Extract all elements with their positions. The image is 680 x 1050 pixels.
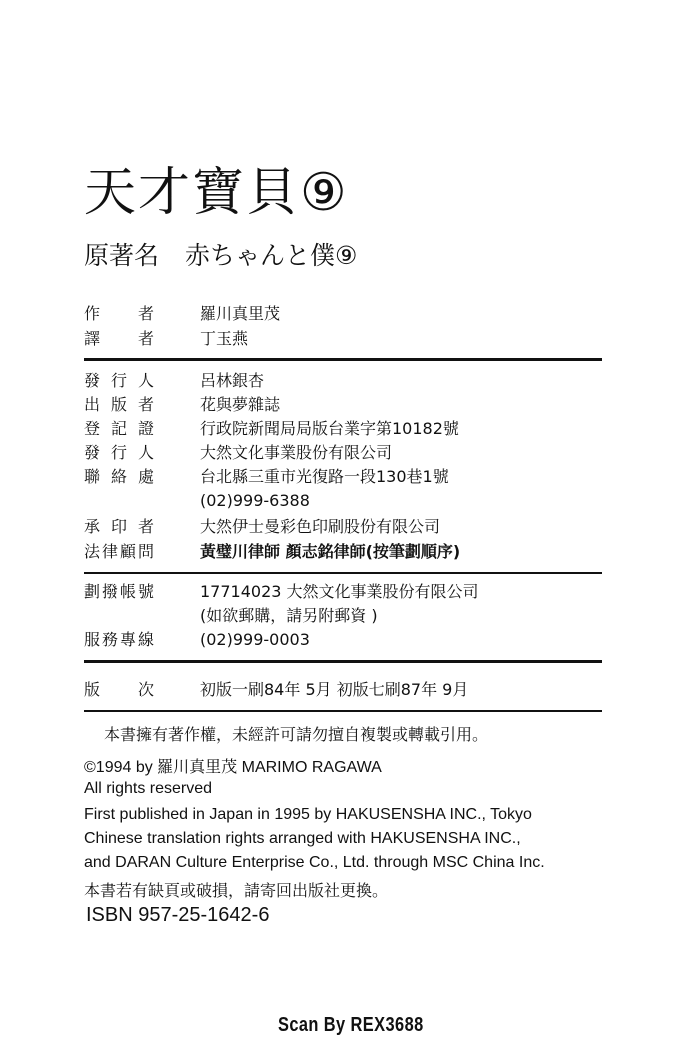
pub-row bbox=[84, 417, 459, 441]
payment-value: (02)999-0003 bbox=[200, 630, 310, 649]
pub-row bbox=[84, 515, 441, 539]
pub-row bbox=[84, 540, 461, 564]
payment-label: 劃撥帳號 bbox=[84, 582, 154, 601]
pub-value: 台北縣三重市光復路一段130巷1號 bbox=[200, 467, 449, 486]
pub-value: 大然伊士曼彩色印刷股份有限公司 bbox=[200, 517, 441, 536]
divider bbox=[84, 572, 602, 574]
original-title-label: 原著名 bbox=[84, 241, 160, 270]
credit-label: 作 者 bbox=[84, 304, 154, 323]
credit-value: 羅川真里茂 bbox=[200, 304, 281, 323]
credit-row-translator bbox=[84, 327, 249, 351]
pub-row bbox=[84, 465, 449, 489]
payment-label: 服務專線 bbox=[84, 630, 154, 649]
credit-value: 丁玉燕 bbox=[200, 329, 249, 348]
copyright-line: ©1994 by 羅川真里茂 MARIMO RAGAWA bbox=[84, 759, 382, 776]
pub-value: 花與夢雜誌 bbox=[200, 395, 281, 414]
divider bbox=[84, 358, 602, 361]
edition-label: 版 次 bbox=[84, 680, 154, 699]
edition-row bbox=[84, 678, 469, 702]
pub-label: 承印者 bbox=[84, 517, 154, 536]
pub-value: 大然文化事業股份有限公司 bbox=[200, 443, 393, 462]
pub-label: 發行人 bbox=[84, 371, 154, 390]
pub-label: 發行人 bbox=[84, 443, 154, 462]
payment-value: (如欲郵購，請另附郵資 ) bbox=[200, 606, 378, 625]
payment-row bbox=[84, 580, 479, 604]
original-title-line bbox=[84, 236, 357, 272]
payment-value: 17714023 大然文化事業股份有限公司 bbox=[200, 582, 479, 601]
translation-line: Chinese translation rights arranged with HAKUSENSHA INC., bbox=[84, 830, 521, 847]
payment-row bbox=[84, 628, 310, 652]
copyright-notice: 本書擁有著作權，未經許可請勿擅自複製或轉載引用。 bbox=[104, 725, 489, 744]
book-title: 天才寶貝⑨ bbox=[84, 163, 349, 223]
original-title: 赤ちゃんと僕⑨ bbox=[185, 241, 358, 270]
scan-credit: Scan By REX3688 bbox=[278, 1014, 424, 1036]
payment-row bbox=[84, 604, 378, 628]
pub-label: 法律顧問 bbox=[84, 542, 154, 561]
credit-label: 譯 者 bbox=[84, 329, 154, 348]
rights-line: All rights reserved bbox=[84, 780, 213, 797]
defect-notice: 本書若有缺頁或破損，請寄回出版社更換。 bbox=[84, 883, 389, 900]
pub-value: (02)999-6388 bbox=[200, 491, 310, 510]
pub-row bbox=[84, 369, 265, 393]
pub-row bbox=[84, 489, 310, 513]
pub-label: 出版者 bbox=[84, 395, 154, 414]
pub-value: 呂林銀杏 bbox=[200, 371, 265, 390]
pub-row bbox=[84, 441, 393, 465]
pub-value: 黃璧川律師 顏志銘律師(按筆劃順序) bbox=[200, 542, 461, 561]
credit-row-author bbox=[84, 302, 281, 326]
divider bbox=[84, 710, 602, 712]
edition-value: 初版一刷84年 5月 初版七刷87年 9月 bbox=[200, 680, 469, 699]
pub-value: 行政院新聞局局版台業字第10182號 bbox=[200, 419, 459, 438]
pub-label: 登記證 bbox=[84, 419, 154, 438]
divider bbox=[84, 660, 602, 663]
publication-line: First published in Japan in 1995 by HAKUSENSHA INC., Tokyo bbox=[84, 806, 532, 823]
agency-line: and DARAN Culture Enterprise Co., Ltd. through MSC China Inc. bbox=[84, 854, 545, 871]
pub-row bbox=[84, 393, 281, 417]
pub-label: 聯絡處 bbox=[84, 467, 154, 486]
isbn: ISBN 957-25-1642-6 bbox=[86, 904, 270, 926]
